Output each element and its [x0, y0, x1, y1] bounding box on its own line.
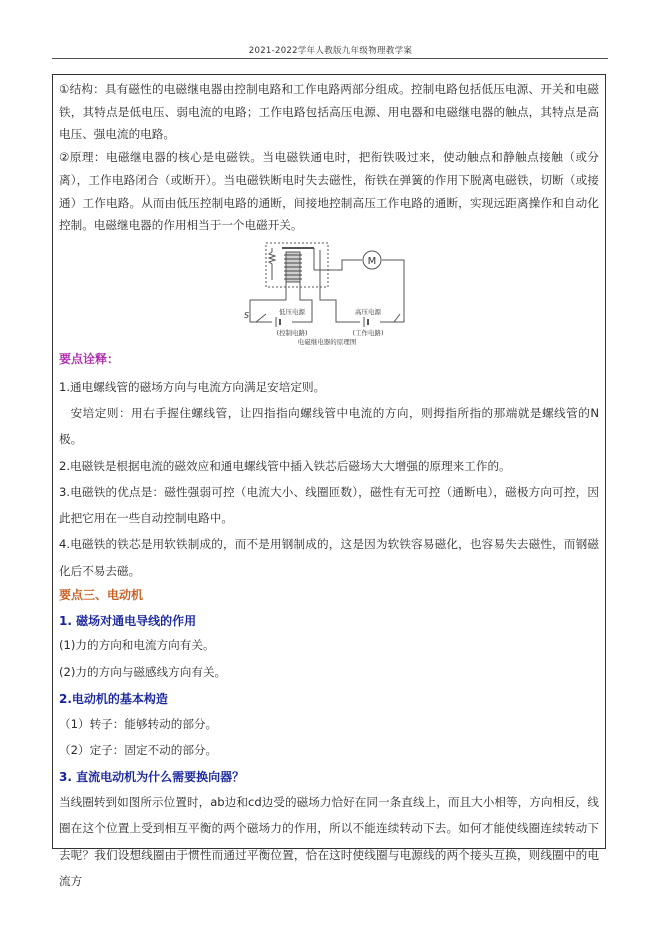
coil-windings [284, 255, 302, 279]
ampere-rule: 安培定则：用右手握住螺线管，让四指指向螺线管中电流的方向，则拇指所指的那端就是螺线管的N极。 [59, 405, 599, 447]
section3-sub1-b: (2)力的方向与磁感线方向有关。 [59, 664, 227, 679]
content-box [52, 74, 606, 888]
switch-lever [256, 314, 266, 322]
work-wire-right [380, 260, 404, 322]
high-voltage-label: 高压电源 [355, 307, 381, 316]
work-switch [394, 314, 400, 322]
section3-sub2-a: （1）转子：能够转动的部分。 [59, 716, 218, 731]
section3-sub2-b: （2）定子：固定不动的部分。 [59, 743, 218, 757]
key-point-3: 3.电磁铁的优点是：磁性强弱可控（电流大小、线圈匝数），磁性有无可控（通断电），磁极方向可控，因此把它用在一些自动控制电路中。 [59, 484, 599, 526]
work-wire-top [314, 260, 362, 270]
relay-diagram [242, 240, 412, 344]
section3-sub3: 3. 直流电动机为什么需要换向器？ [59, 770, 245, 785]
spring [269, 248, 275, 280]
work-circuit-label: (工作电路) [352, 328, 384, 337]
structure-paragraph: ①结构：具有磁性的电磁继电器由控制电路和工作电路两部分组成。控制电路包括低压电源、开关和电磁铁，其特点是低电压、弱电流的电路；工作电路包括高压电源、用电器和电磁继电器的触点，其特点是高电压、强电流的电路。 [59, 82, 599, 142]
control-wire-left [250, 282, 286, 322]
content-body [59, 78, 599, 894]
low-voltage-label: 低压电源 [279, 307, 305, 316]
diagram-caption: 电磁继电器的原理图 [297, 337, 357, 346]
switch-label: S [244, 310, 250, 320]
work-wire-left [320, 280, 360, 322]
section3-sub1: 1. 磁场对通电导线的作用 [59, 613, 197, 628]
section3-sub1-a: (1)力的方向和电流方向有关。 [59, 638, 215, 653]
section3-sub3-text: 当线圈转到如图所示位置时，ab边和cd边受的磁场力恰好在同一条直线上，而且大小相等，方向相反，线圈在这个位置上受到相互平衡的两个磁场力的作用，所以不能连续转动下去。如何才能使线圈连续转动下去呢？我们设想线圈由于惯性而通过平衡位置，恰在这时使线圈与电源线的两个接头互换，则线圈中的电流方 [59, 795, 599, 888]
principle-paragraph: ②原理：电磁继电器的核心是电磁铁。当电磁铁通电时，把衔铁吸过来，使动触点和静触点接触（或分离），工作电路闭合（或断开）。当电磁铁断电时失去磁性，衔铁在弹簧的作用下脱离电磁铁，切断（或接通）工作电路。从而由低压控制电路的通断，间接地控制高压工作电路的通断，实现远距离操作和自动化控制。电磁继电器的作用相当于一个电磁开关。 [59, 150, 599, 233]
key-point-2: 2.电磁铁是根据电流的磁效应和通电螺线管中插入铁芯后磁场大大增强的原理来工作的。 [59, 458, 511, 473]
key-points-heading: 要点诠释： [59, 351, 120, 366]
page-header: 2021-2022学年人教版九年级物理教学案 [248, 46, 413, 56]
section3-sub2: 2.电动机的基本构造 [59, 692, 168, 706]
control-wire-right [292, 282, 312, 322]
section3-title: 要点三、电动机 [59, 588, 144, 602]
key-point-1: 1.通电螺线管的磁场方向与电流方向满足安培定则。 [59, 379, 326, 394]
key-point-4: 4.电磁铁的铁芯是用软铁制成的，而不是用钢制成的，这是因为软铁容易磁化，也容易失去磁性，而钢磁化后不易去磁。 [59, 537, 599, 578]
motor-label: M [367, 255, 377, 267]
control-circuit-label: (控制电路) [276, 328, 308, 337]
header-divider [52, 58, 608, 59]
